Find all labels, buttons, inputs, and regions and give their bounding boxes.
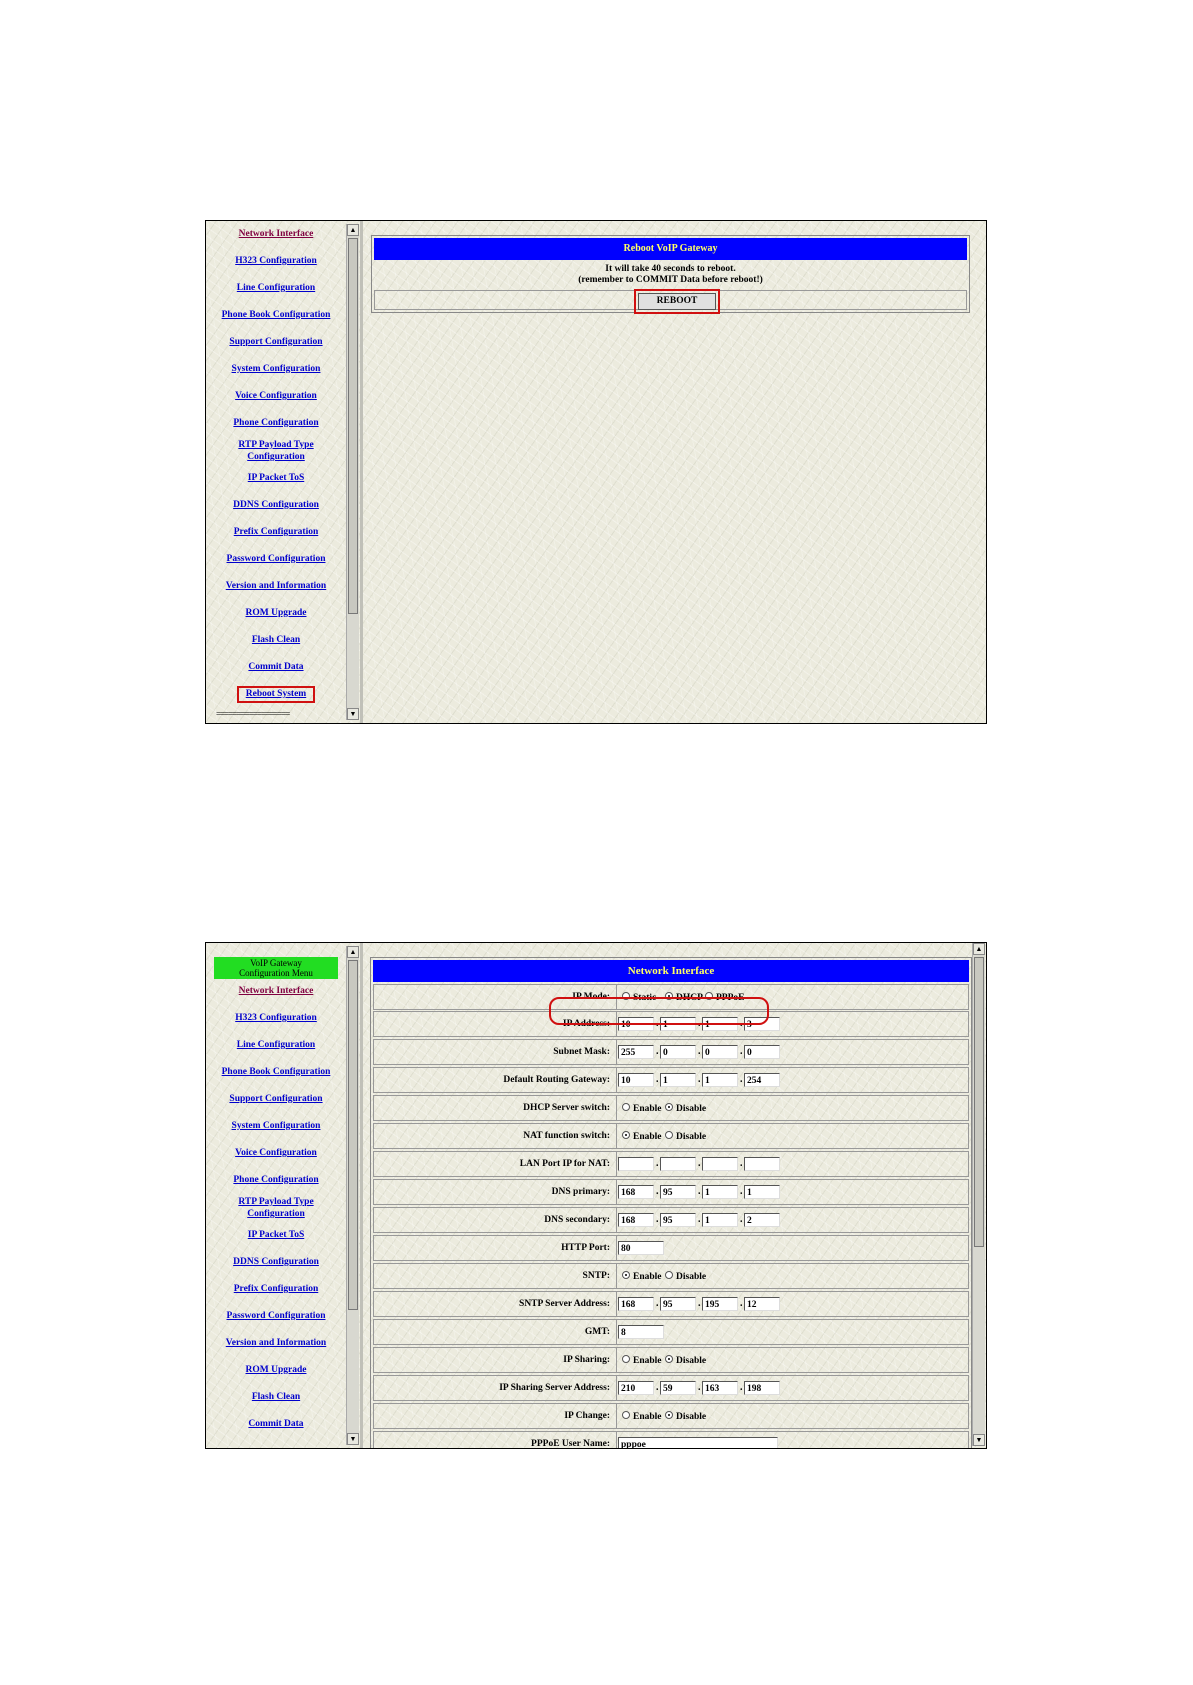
reboot-message-line2: (remember to COMMIT Data before reboot!) bbox=[578, 275, 763, 285]
reboot-screen bbox=[205, 220, 987, 724]
nav-support-configuration[interactable]: Support Configuration bbox=[229, 337, 323, 347]
sntp-server-octet-1[interactable]: 168 bbox=[618, 1297, 654, 1311]
nav-system-configuration[interactable]: System Configuration bbox=[231, 1121, 321, 1131]
scroll-thumb[interactable] bbox=[348, 238, 358, 614]
dns-secondary-octet-2[interactable]: 95 bbox=[660, 1213, 696, 1227]
dhcp-server-label: DHCP Server switch: bbox=[374, 1096, 617, 1120]
sntp-disable-radio[interactable] bbox=[665, 1271, 673, 1279]
reboot-button-row bbox=[374, 290, 967, 310]
dns-secondary-label: DNS secondary: bbox=[374, 1208, 617, 1232]
nav-rtp-payload-configuration[interactable]: Configuration bbox=[247, 1209, 305, 1219]
gateway-label: Default Routing Gateway: bbox=[374, 1068, 617, 1092]
ip-change-enable-label: Enable bbox=[633, 1412, 662, 1422]
nav-line-configuration[interactable]: Line Configuration bbox=[236, 1040, 316, 1050]
gateway-row: Default Routing Gateway: 10 . 1 . 1 . 254 bbox=[373, 1067, 969, 1093]
pppoe-user-row bbox=[373, 1431, 969, 1449]
menu-title-line2: Configuration Menu bbox=[239, 968, 313, 978]
lan-port-ip-octet-1[interactable] bbox=[618, 1157, 654, 1171]
nav-phone-book-configuration[interactable]: Phone Book Configuration bbox=[221, 310, 331, 320]
dns-secondary-row: DNS secondary: 168 . 95 . 1 . 2 bbox=[373, 1207, 969, 1233]
subnet-mask-octet-1[interactable]: 255 bbox=[618, 1045, 654, 1059]
scroll-thumb[interactable] bbox=[348, 960, 358, 1310]
nav-rtp-payload-type[interactable]: RTP Payload Type bbox=[238, 440, 314, 450]
ip-sharing-server-label: IP Sharing Server Address: bbox=[374, 1376, 617, 1400]
subnet-mask-octet-2[interactable]: 0 bbox=[660, 1045, 696, 1059]
ip-sharing-row bbox=[373, 1347, 969, 1373]
subnet-mask-octet-3[interactable]: 0 bbox=[702, 1045, 738, 1059]
dns-primary-octet-3[interactable]: 1 bbox=[702, 1185, 738, 1199]
nav-scrollbar[interactable] bbox=[346, 224, 359, 720]
nav-phone-configuration[interactable]: Phone Configuration bbox=[233, 1175, 319, 1185]
nav-voice-configuration[interactable]: Voice Configuration bbox=[235, 1148, 317, 1158]
nav-system-configuration[interactable]: System Configuration bbox=[231, 364, 321, 374]
network-interface-screen bbox=[205, 942, 987, 1449]
nav-network-interface[interactable]: Network Interface bbox=[238, 986, 314, 996]
scroll-down-icon[interactable]: ▼ bbox=[347, 1433, 359, 1445]
content-scrollbar[interactable] bbox=[972, 943, 985, 1446]
nav-separator: ================== bbox=[216, 709, 290, 719]
lan-port-ip-row: LAN Port IP for NAT: . . . bbox=[373, 1151, 969, 1177]
nav-scrollbar[interactable] bbox=[346, 946, 359, 1445]
nav-rom-upgrade[interactable]: ROM Upgrade bbox=[245, 1365, 307, 1375]
nav-flash-clean[interactable]: Flash Clean bbox=[251, 1392, 301, 1402]
nav-reboot-system[interactable]: Reboot System bbox=[240, 689, 312, 700]
dhcp-server-enable-radio[interactable] bbox=[622, 1103, 630, 1111]
nav-ddns-configuration[interactable]: DDNS Configuration bbox=[233, 1257, 319, 1267]
ip-sharing-disable-radio[interactable] bbox=[665, 1355, 673, 1363]
ip-sharing-disable-label: Disable bbox=[676, 1356, 707, 1366]
nav-password-configuration[interactable]: Password Configuration bbox=[226, 1311, 326, 1321]
ip-change-label: IP Change: bbox=[374, 1404, 617, 1428]
frame-divider[interactable] bbox=[360, 943, 363, 1448]
http-port-input[interactable]: 80 bbox=[618, 1241, 664, 1255]
nat-disable-radio[interactable] bbox=[665, 1131, 673, 1139]
sntp-server-label: SNTP Server Address: bbox=[374, 1292, 617, 1316]
nat-label: NAT function switch: bbox=[374, 1124, 617, 1148]
dns-primary-octet-4[interactable]: 1 bbox=[744, 1185, 780, 1199]
scroll-up-icon[interactable]: ▲ bbox=[347, 946, 359, 958]
ip-change-enable-radio[interactable] bbox=[622, 1411, 630, 1419]
dhcp-server-row bbox=[373, 1095, 969, 1121]
dhcp-server-enable-label: Enable bbox=[633, 1104, 662, 1114]
reboot-table bbox=[371, 235, 970, 313]
dns-primary-row: DNS primary: 168 . 95 . 1 . 1 bbox=[373, 1179, 969, 1205]
dns-secondary-octet-1[interactable]: 168 bbox=[618, 1213, 654, 1227]
ip-mode-highlight bbox=[549, 997, 769, 1025]
network-interface-table bbox=[370, 957, 972, 1449]
nav-password-configuration[interactable]: Password Configuration bbox=[226, 554, 326, 564]
sntp-label: SNTP: bbox=[374, 1264, 617, 1288]
ip-sharing-server-octet-1[interactable]: 210 bbox=[618, 1381, 654, 1395]
ip-address-octet-4[interactable]: 3 bbox=[744, 1017, 780, 1031]
nav-h323-configuration[interactable]: H323 Configuration bbox=[235, 1013, 317, 1023]
frame-divider[interactable] bbox=[360, 221, 363, 723]
pppoe-user-input[interactable]: pppoe bbox=[618, 1437, 778, 1449]
dhcp-server-disable-label: Disable bbox=[676, 1104, 707, 1114]
nav-ip-packet-tos[interactable]: IP Packet ToS bbox=[247, 1230, 305, 1240]
pppoe-user-label: PPPoE User Name: bbox=[374, 1432, 617, 1449]
ip-sharing-enable-label: Enable bbox=[633, 1356, 662, 1366]
nav-h323-configuration[interactable]: H323 Configuration bbox=[235, 256, 317, 266]
nav-prefix-configuration[interactable]: Prefix Configuration bbox=[233, 527, 319, 537]
lan-port-ip-octet-3[interactable] bbox=[702, 1157, 738, 1171]
subnet-mask-label: Subnet Mask: bbox=[374, 1040, 617, 1064]
gmt-row bbox=[373, 1319, 969, 1345]
scroll-up-icon[interactable]: ▲ bbox=[973, 943, 985, 955]
gateway-octet-1[interactable]: 10 bbox=[618, 1073, 654, 1087]
ip-change-disable-radio[interactable] bbox=[665, 1411, 673, 1419]
nav-rom-upgrade[interactable]: ROM Upgrade bbox=[245, 608, 307, 618]
ip-address-row: IP Address: 10 . 1 . 1 . 3 bbox=[373, 1011, 969, 1037]
dns-secondary-octet-3[interactable]: 1 bbox=[702, 1213, 738, 1227]
nav-network-interface[interactable]: Network Interface bbox=[238, 229, 314, 239]
ip-sharing-server-octet-2[interactable]: 59 bbox=[660, 1381, 696, 1395]
nav-commit-data[interactable]: Commit Data bbox=[248, 662, 304, 672]
nav-flash-clean[interactable]: Flash Clean bbox=[251, 635, 301, 645]
dns-primary-label: DNS primary: bbox=[374, 1180, 617, 1204]
ip-address-label: IP Address: bbox=[374, 1012, 617, 1036]
scroll-down-icon[interactable]: ▼ bbox=[347, 708, 359, 720]
ip-address-octet-1[interactable]: 10 bbox=[618, 1017, 654, 1031]
nav-rtp-payload-type[interactable]: RTP Payload Type bbox=[238, 1197, 314, 1207]
nav-frame bbox=[206, 943, 346, 1448]
sntp-enable-radio[interactable] bbox=[622, 1271, 630, 1279]
ip-mode-label: IP Mode: bbox=[374, 985, 617, 1009]
reboot-title: Reboot VoIP Gateway bbox=[374, 238, 967, 260]
nav-frame bbox=[206, 221, 346, 723]
nav-phone-configuration[interactable]: Phone Configuration bbox=[233, 418, 319, 428]
nav-commit-data[interactable]: Commit Data bbox=[248, 1419, 304, 1429]
lan-port-ip-octet-2[interactable] bbox=[660, 1157, 696, 1171]
sntp-server-octet-2[interactable]: 95 bbox=[660, 1297, 696, 1311]
scroll-thumb[interactable] bbox=[974, 957, 984, 1247]
menu-title-line1: VoIP Gateway bbox=[250, 958, 302, 968]
reboot-message bbox=[374, 262, 967, 288]
subnet-mask-octet-4[interactable]: 0 bbox=[744, 1045, 780, 1059]
scroll-down-icon[interactable]: ▼ bbox=[973, 1434, 985, 1446]
ip-mode-static-label: Static bbox=[633, 993, 657, 1003]
dhcp-server-disable-radio[interactable] bbox=[665, 1103, 673, 1111]
gmt-input[interactable]: 8 bbox=[618, 1325, 664, 1339]
sntp-server-octet-4[interactable]: 12 bbox=[744, 1297, 780, 1311]
sntp-disable-label: Disable bbox=[676, 1272, 707, 1282]
subnet-mask-row: Subnet Mask: 255 . 0 . 0 . 0 bbox=[373, 1039, 969, 1065]
nat-disable-label: Disable bbox=[676, 1132, 707, 1142]
sntp-enable-label: Enable bbox=[633, 1272, 662, 1282]
nat-row bbox=[373, 1123, 969, 1149]
ip-sharing-enable-radio[interactable] bbox=[622, 1355, 630, 1363]
nav-version-and-information[interactable]: Version and Information bbox=[225, 1338, 327, 1348]
nav-ip-packet-tos[interactable]: IP Packet ToS bbox=[247, 473, 305, 483]
dns-secondary-octet-4[interactable]: 2 bbox=[744, 1213, 780, 1227]
network-interface-title: Network Interface bbox=[373, 960, 969, 982]
gmt-label: GMT: bbox=[374, 1320, 617, 1344]
sntp-row bbox=[373, 1263, 969, 1289]
ip-change-disable-label: Disable bbox=[676, 1412, 707, 1422]
ip-mode-dhcp-label: DHCP bbox=[676, 993, 703, 1003]
reboot-button[interactable]: REBOOT bbox=[638, 293, 716, 310]
http-port-row bbox=[373, 1235, 969, 1261]
sntp-server-row: SNTP Server Address: 168 . 95 . 195 . 12 bbox=[373, 1291, 969, 1317]
lan-port-ip-label: LAN Port IP for NAT: bbox=[374, 1152, 617, 1176]
nat-enable-radio[interactable] bbox=[622, 1131, 630, 1139]
nav-ddns-configuration[interactable]: DDNS Configuration bbox=[233, 500, 319, 510]
gateway-octet-3[interactable]: 1 bbox=[702, 1073, 738, 1087]
dns-primary-octet-1[interactable]: 168 bbox=[618, 1185, 654, 1199]
nav-version-and-information[interactable]: Version and Information bbox=[225, 581, 327, 591]
dns-primary-octet-2[interactable]: 95 bbox=[660, 1185, 696, 1199]
nav-line-configuration[interactable]: Line Configuration bbox=[236, 283, 316, 293]
ip-sharing-server-row: IP Sharing Server Address: 210 . 59 . 163 . 198 bbox=[373, 1375, 969, 1401]
ip-address-octet-2[interactable]: 1 bbox=[660, 1017, 696, 1031]
ip-sharing-server-octet-4[interactable]: 198 bbox=[744, 1381, 780, 1395]
reboot-message-line1: It will take 40 seconds to reboot. bbox=[605, 264, 736, 274]
nav-phone-book-configuration[interactable]: Phone Book Configuration bbox=[221, 1067, 331, 1077]
nat-enable-label: Enable bbox=[633, 1132, 662, 1142]
menu-title bbox=[214, 957, 338, 979]
nav-voice-configuration[interactable]: Voice Configuration bbox=[235, 391, 317, 401]
ip-mode-pppoe-label: PPPoE bbox=[716, 993, 745, 1003]
scroll-up-icon[interactable]: ▲ bbox=[347, 224, 359, 236]
lan-port-ip-octet-4[interactable] bbox=[744, 1157, 780, 1171]
gateway-octet-4[interactable]: 254 bbox=[744, 1073, 780, 1087]
ip-sharing-label: IP Sharing: bbox=[374, 1348, 617, 1372]
nav-prefix-configuration[interactable]: Prefix Configuration bbox=[233, 1284, 319, 1294]
http-port-label: HTTP Port: bbox=[374, 1236, 617, 1260]
sntp-server-octet-3[interactable]: 195 bbox=[702, 1297, 738, 1311]
ip-sharing-server-octet-3[interactable]: 163 bbox=[702, 1381, 738, 1395]
ip-address-octet-3[interactable]: 1 bbox=[702, 1017, 738, 1031]
nav-support-configuration[interactable]: Support Configuration bbox=[229, 1094, 323, 1104]
ip-change-row bbox=[373, 1403, 969, 1429]
nav-rtp-payload-configuration[interactable]: Configuration bbox=[247, 452, 305, 462]
gateway-octet-2[interactable]: 1 bbox=[660, 1073, 696, 1087]
